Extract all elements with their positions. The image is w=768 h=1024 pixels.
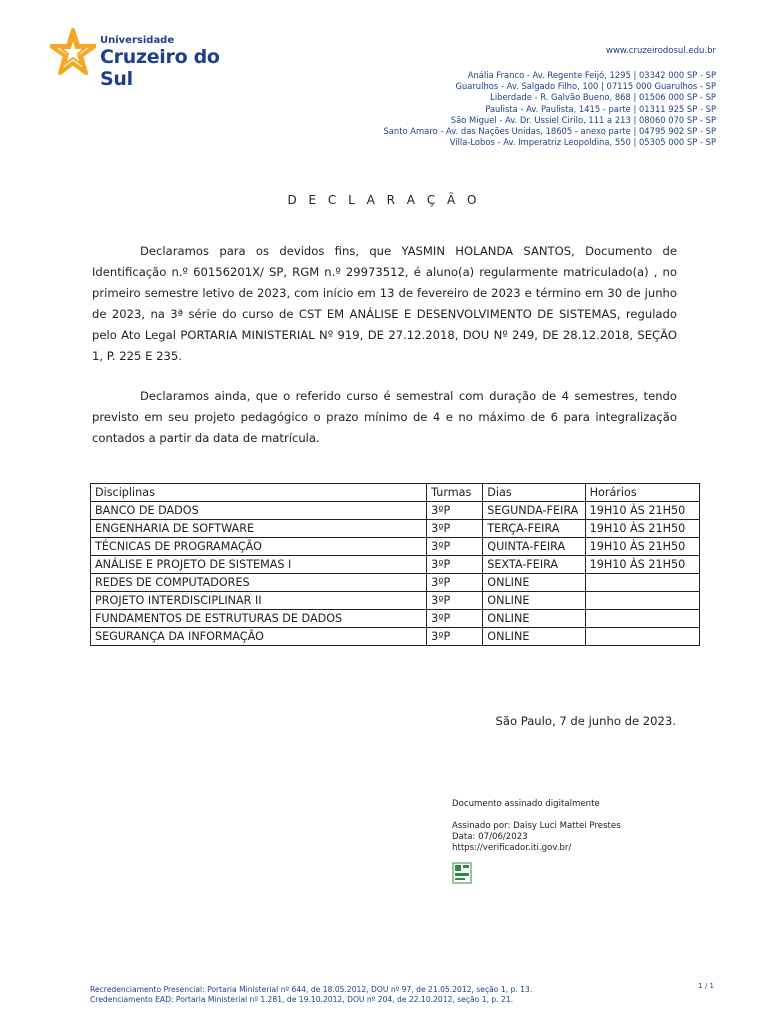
cell-discipline: PROJETO INTERDISCIPLINAR II xyxy=(91,592,427,610)
table-row xyxy=(91,538,700,556)
cell-discipline: FUNDAMENTOS DE ESTRUTURAS DE DADOS xyxy=(91,610,427,628)
cell-day: ONLINE xyxy=(483,574,585,592)
cell-class: 3ºP xyxy=(427,610,483,628)
table-row xyxy=(91,574,700,592)
header-dias: Dias xyxy=(483,484,585,502)
cell-class: 3ºP xyxy=(427,574,483,592)
cell-day: SEGUNDA-FEIRA xyxy=(483,502,585,520)
document-title: D E C L A R A Ç Ã O xyxy=(287,193,481,207)
table-row xyxy=(91,628,700,646)
address-line: Liberdade - R. Galvão Bueno, 868 | 01506 000 SP - SP xyxy=(490,92,716,103)
cell-discipline: ANÁLISE E PROJETO DE SISTEMAS I xyxy=(91,556,427,574)
cell-discipline: SEGURANÇA DA INFORMAÇÃO xyxy=(91,628,427,646)
place-and-date: São Paulo, 7 de junho de 2023. xyxy=(495,714,676,728)
campus-addresses xyxy=(383,70,716,148)
cell-time xyxy=(585,628,699,646)
cell-discipline: BANCO DE DADOS xyxy=(91,502,427,520)
cell-class: 3ºP xyxy=(427,538,483,556)
table-row xyxy=(91,520,700,538)
address-line: São Miguel - Av. Dr. Ussiel Cirilo, 111 a 213 | 08060 070 SP - SP xyxy=(450,114,716,125)
paragraph-2-text: Declaramos ainda, que o referido curso é semestral com duração de 4 semestres, tendo previsto em seu projeto pedagógico o prazo mínimo de 4 e no máximo de 6 para integralização contados a partir da data de matrícula. xyxy=(92,389,677,445)
cell-time: 19H10 ÀS 21H50 xyxy=(585,556,699,574)
footer-line: Recredenciamento Presencial: Portaria Ministerial nº 644, de 18.05.2012, DOU nº 97, de 21.05.2012, seção 1, p. 13. xyxy=(90,985,533,994)
table-header-row xyxy=(91,484,700,502)
schedule-table xyxy=(90,483,700,646)
header-disciplinas: Disciplinas xyxy=(91,484,427,502)
address-line: Villa-Lobos - Av. Imperatriz Leopoldina, 550 | 05305 000 SP - SP xyxy=(449,137,716,148)
address-line: Santo Amaro - Av. das Nações Unidas, 18605 - anexo parte | 04795 902 SP - SP xyxy=(383,126,716,137)
table-row xyxy=(91,556,700,574)
page-number: 1 / 1 xyxy=(698,982,714,990)
declaration-paragraph-1 xyxy=(92,241,677,367)
cell-discipline: TÉCNICAS DE PROGRAMAÇÃO xyxy=(91,538,427,556)
footer-line: Credenciamento EAD: Portaria Ministerial nº 1.281, de 19.10.2012, DOU nº 204, de 22.10.2012, seção 1, p. 21. xyxy=(90,995,514,1004)
star-logo-icon xyxy=(50,28,96,78)
cell-class: 3ºP xyxy=(427,592,483,610)
cell-discipline: ENGENHARIA DE SOFTWARE xyxy=(91,520,427,538)
address-line: Guarulhos - Av. Salgado Filho, 100 | 07115 000 Guarulhos - SP xyxy=(455,81,716,92)
cell-class: 3ºP xyxy=(427,502,483,520)
university-logo xyxy=(50,28,250,90)
cell-class: 3ºP xyxy=(427,556,483,574)
cell-day: SEXTA-FEIRA xyxy=(483,556,585,574)
declaration-paragraph-2 xyxy=(92,386,677,449)
cell-day: ONLINE xyxy=(483,610,585,628)
logo-text-big: Cruzeiro do Sul xyxy=(100,46,220,90)
signature-date: Data: 07/06/2023 xyxy=(452,832,528,842)
cell-time: 19H10 ÀS 21H50 xyxy=(585,520,699,538)
cell-day: ONLINE xyxy=(483,628,585,646)
address-line: Anália Franco - Av. Regente Feijó, 1295 | 03342 000 SP - SP xyxy=(467,70,716,80)
cell-discipline: REDES DE COMPUTADORES xyxy=(91,574,427,592)
cell-time: 19H10 ÀS 21H50 xyxy=(585,502,699,520)
cell-time xyxy=(585,610,699,628)
address-line: Paulista - Av. Paulista, 1415 - parte | 01311 925 SP - SP xyxy=(485,103,716,114)
signer-name: Assinado por: Daisy Luci Mattei Prestes xyxy=(452,821,621,831)
cell-time xyxy=(585,592,699,610)
verifier-link[interactable]: https://verificador.iti.gov.br/ xyxy=(452,843,572,853)
cell-class: 3ºP xyxy=(427,628,483,646)
digital-signature-block xyxy=(452,799,621,854)
cell-time xyxy=(585,574,699,592)
cell-day: TERÇA-FEIRA xyxy=(483,520,585,538)
table-row xyxy=(91,592,700,610)
table-row xyxy=(91,610,700,628)
cell-day: QUINTA-FEIRA xyxy=(483,538,585,556)
cell-class: 3ºP xyxy=(427,520,483,538)
paragraph-1-text: Declaramos para os devidos fins, que YASMIN HOLANDA SANTOS, Documento de Identificação n.º 60156201X/ SP, RGM n.º 29973512, é aluno(a) regularmente matriculado(a) , no primeiro semestre letivo de 2023, com início em 13 de fevereiro de 2023 e término em 30 de junho de 2023, na 3ª série do curso de CST EM ANÁLISE E DESENVOLVIMENTO DE SISTEMAS, regulado pelo Ato Legal PORTARIA MINISTERIAL Nº 919, DE 27.12.2018, DOU Nº 249, DE 28.12.2018, SEÇÃO 1, P. 225 E 235. xyxy=(92,244,677,363)
icp-brasil-icon xyxy=(452,862,472,884)
header-turmas: Turmas xyxy=(427,484,483,502)
cell-day: ONLINE xyxy=(483,592,585,610)
cell-time: 19H10 ÀS 21H50 xyxy=(585,538,699,556)
table-row xyxy=(91,502,700,520)
signature-label: Documento assinado digitalmente xyxy=(452,799,600,809)
logo-text-small: Universidade xyxy=(100,35,175,46)
website-link[interactable]: www.cruzeirodosul.edu.br xyxy=(606,46,716,56)
header-horarios: Horários xyxy=(585,484,699,502)
footer-accreditation xyxy=(90,985,532,1005)
